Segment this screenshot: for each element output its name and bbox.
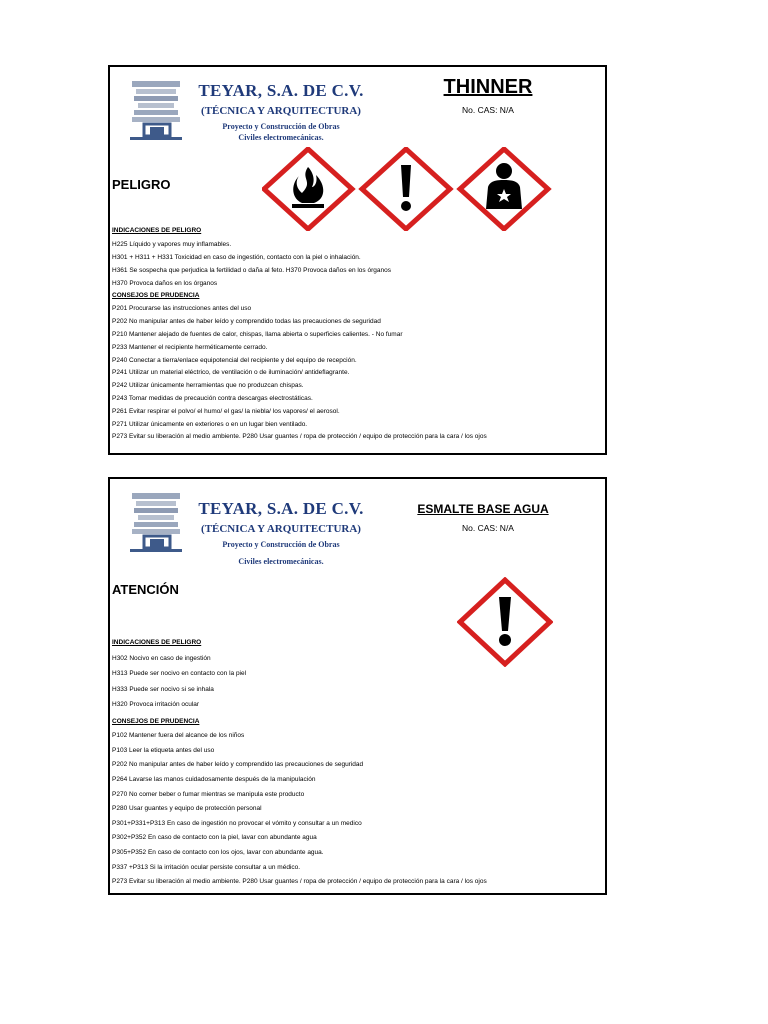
hazard-label-esmalte — [108, 477, 607, 895]
health-hazard-pictogram-icon — [460, 149, 548, 229]
company-header — [170, 499, 392, 567]
company-subtitle: (TÉCNICA Y ARQUITECTURA) — [201, 105, 361, 117]
hazard-statement: H361 Se sospecha que perjudica la fertilidad o daña al feto. H370 Provoca daños en los órganos — [112, 267, 391, 274]
precaution-statement: P301+P331+P313 En caso de ingestión no provocar el vómito y consultar a un medico — [112, 820, 362, 827]
cas-number: No. CAS: N/A — [462, 105, 514, 115]
hazard-statement: H370 Provoca daños en los órganos — [112, 280, 218, 287]
precaution-statement: P103 Leer la etiqueta antes del uso — [112, 747, 215, 754]
precaution-statement: P233 Mantener el recipiente herméticamente cerrado. — [112, 344, 268, 351]
hazard-statement: H301 + H311 + H331 Toxicidad en caso de ingestión, contacto con la piel o inhalación. — [112, 254, 361, 261]
exclamation-pictogram-icon — [460, 580, 550, 664]
precaution-statement: P241 Utilizar un material eléctrico, de ventilación o de iluminación/ antideflagrante. — [112, 369, 350, 376]
company-line-1: Proyecto y Construcción de Obras — [222, 122, 340, 131]
precaution-statement: P261 Evitar respirar el polvo/ el humo/ el gas/ la niebla/ los vapores/ el aerosol. — [112, 408, 340, 415]
precaution-statement: P271 Utilizar únicamente en exteriores o en un lugar bien ventilado. — [112, 421, 308, 428]
hazard-statements-title: INDICACIONES DE PELIGRO — [112, 639, 202, 646]
precaution-statement: P243 Tomar medidas de precaución contra descargas electrostáticas. — [112, 395, 313, 402]
company-name: TEYAR, S.A. DE C.V. — [198, 81, 364, 100]
company-line-1: Proyecto y Construcción de Obras — [222, 540, 340, 549]
hazard-label-thinner — [108, 65, 607, 455]
pictogram-row — [457, 577, 553, 667]
precaution-statement: P264 Lavarse las manos cuidadosamente después de la manipulación — [112, 776, 316, 783]
flame-pictogram-icon — [264, 149, 352, 229]
company-name: TEYAR, S.A. DE C.V. — [198, 499, 364, 518]
hazard-statement: H302 Nocivo en caso de ingestión — [112, 655, 211, 662]
hazard-statement: H313 Puede ser nocivo en contacto con la piel — [112, 670, 247, 677]
precaution-statements-title: CONSEJOS DE PRUDENCIA — [112, 292, 200, 299]
precaution-statements-title: CONSEJOS DE PRUDENCIA — [112, 718, 200, 725]
hazard-statement: H225 Líquido y vapores muy inflamables. — [112, 241, 232, 248]
product-name: THINNER — [443, 76, 533, 98]
precaution-statement: P305+P352 En caso de contacto con los ojos, lavar con abundante agua. — [112, 849, 324, 856]
product-name: ESMALTE BASE AGUA — [417, 502, 549, 516]
company-header — [170, 81, 392, 143]
company-line-2: Civiles electromecánicas. — [238, 557, 324, 566]
precaution-statement: P280 Usar guantes y equipo de protección personal — [112, 805, 262, 812]
precaution-statement: P270 No comer beber o fumar mientras se manipula este producto — [112, 791, 305, 798]
precaution-statement: P273 Evitar su liberación al medio ambiente. P280 Usar guantes / ropa de protección / equipo de protección para la cara / los ojos — [112, 878, 487, 885]
hazard-statement: H320 Provoca irritación ocular — [112, 701, 200, 708]
cas-number: No. CAS: N/A — [462, 523, 514, 533]
precaution-statement: P273 Evitar su liberación al medio ambiente. P280 Usar guantes / ropa de protección / equipo de protección para la cara / los ojos — [112, 433, 487, 440]
precaution-statement: P202 No manipular antes de haber leído y comprendido las precauciones de seguridad — [112, 761, 364, 768]
precaution-statement: P202 No manipular antes de haber leído y comprendido todas las precauciones de seguridad — [112, 318, 381, 325]
precaution-statement: P210 Mantener alejado de fuentes de calor, chispas, llama abierta o superficies calientes. - No fumar — [112, 331, 403, 338]
company-subtitle: (TÉCNICA Y ARQUITECTURA) — [201, 523, 361, 535]
precaution-statement: P201 Procurarse las instrucciones antes del uso — [112, 305, 252, 312]
exclamation-pictogram-icon — [362, 149, 450, 229]
precaution-statement: P337 +P313 Si la irritación ocular persiste consultar a un médico. — [112, 864, 301, 871]
precaution-statement: P302+P352 En caso de contacto con la piel, lavar con abundante agua — [112, 834, 317, 841]
pictogram-row — [262, 147, 554, 231]
hazard-statements-title: INDICACIONES DE PELIGRO — [112, 227, 202, 234]
signal-word: PELIGRO — [112, 177, 171, 192]
hazard-statement: H333 Puede ser nocivo si se inhala — [112, 686, 214, 693]
precaution-statement: P242 Utilizar únicamente herramientas que no produzcan chispas. — [112, 382, 304, 389]
precaution-statement: P102 Mantener fuera del alcance de los niños — [112, 732, 245, 739]
signal-word: ATENCIÓN — [112, 582, 179, 597]
precaution-statement: P240 Conectar a tierra/enlace equipotencial del recipiente y del equipo de recepción. — [112, 357, 357, 364]
company-line-2: Civiles electromecánicas. — [238, 133, 324, 142]
